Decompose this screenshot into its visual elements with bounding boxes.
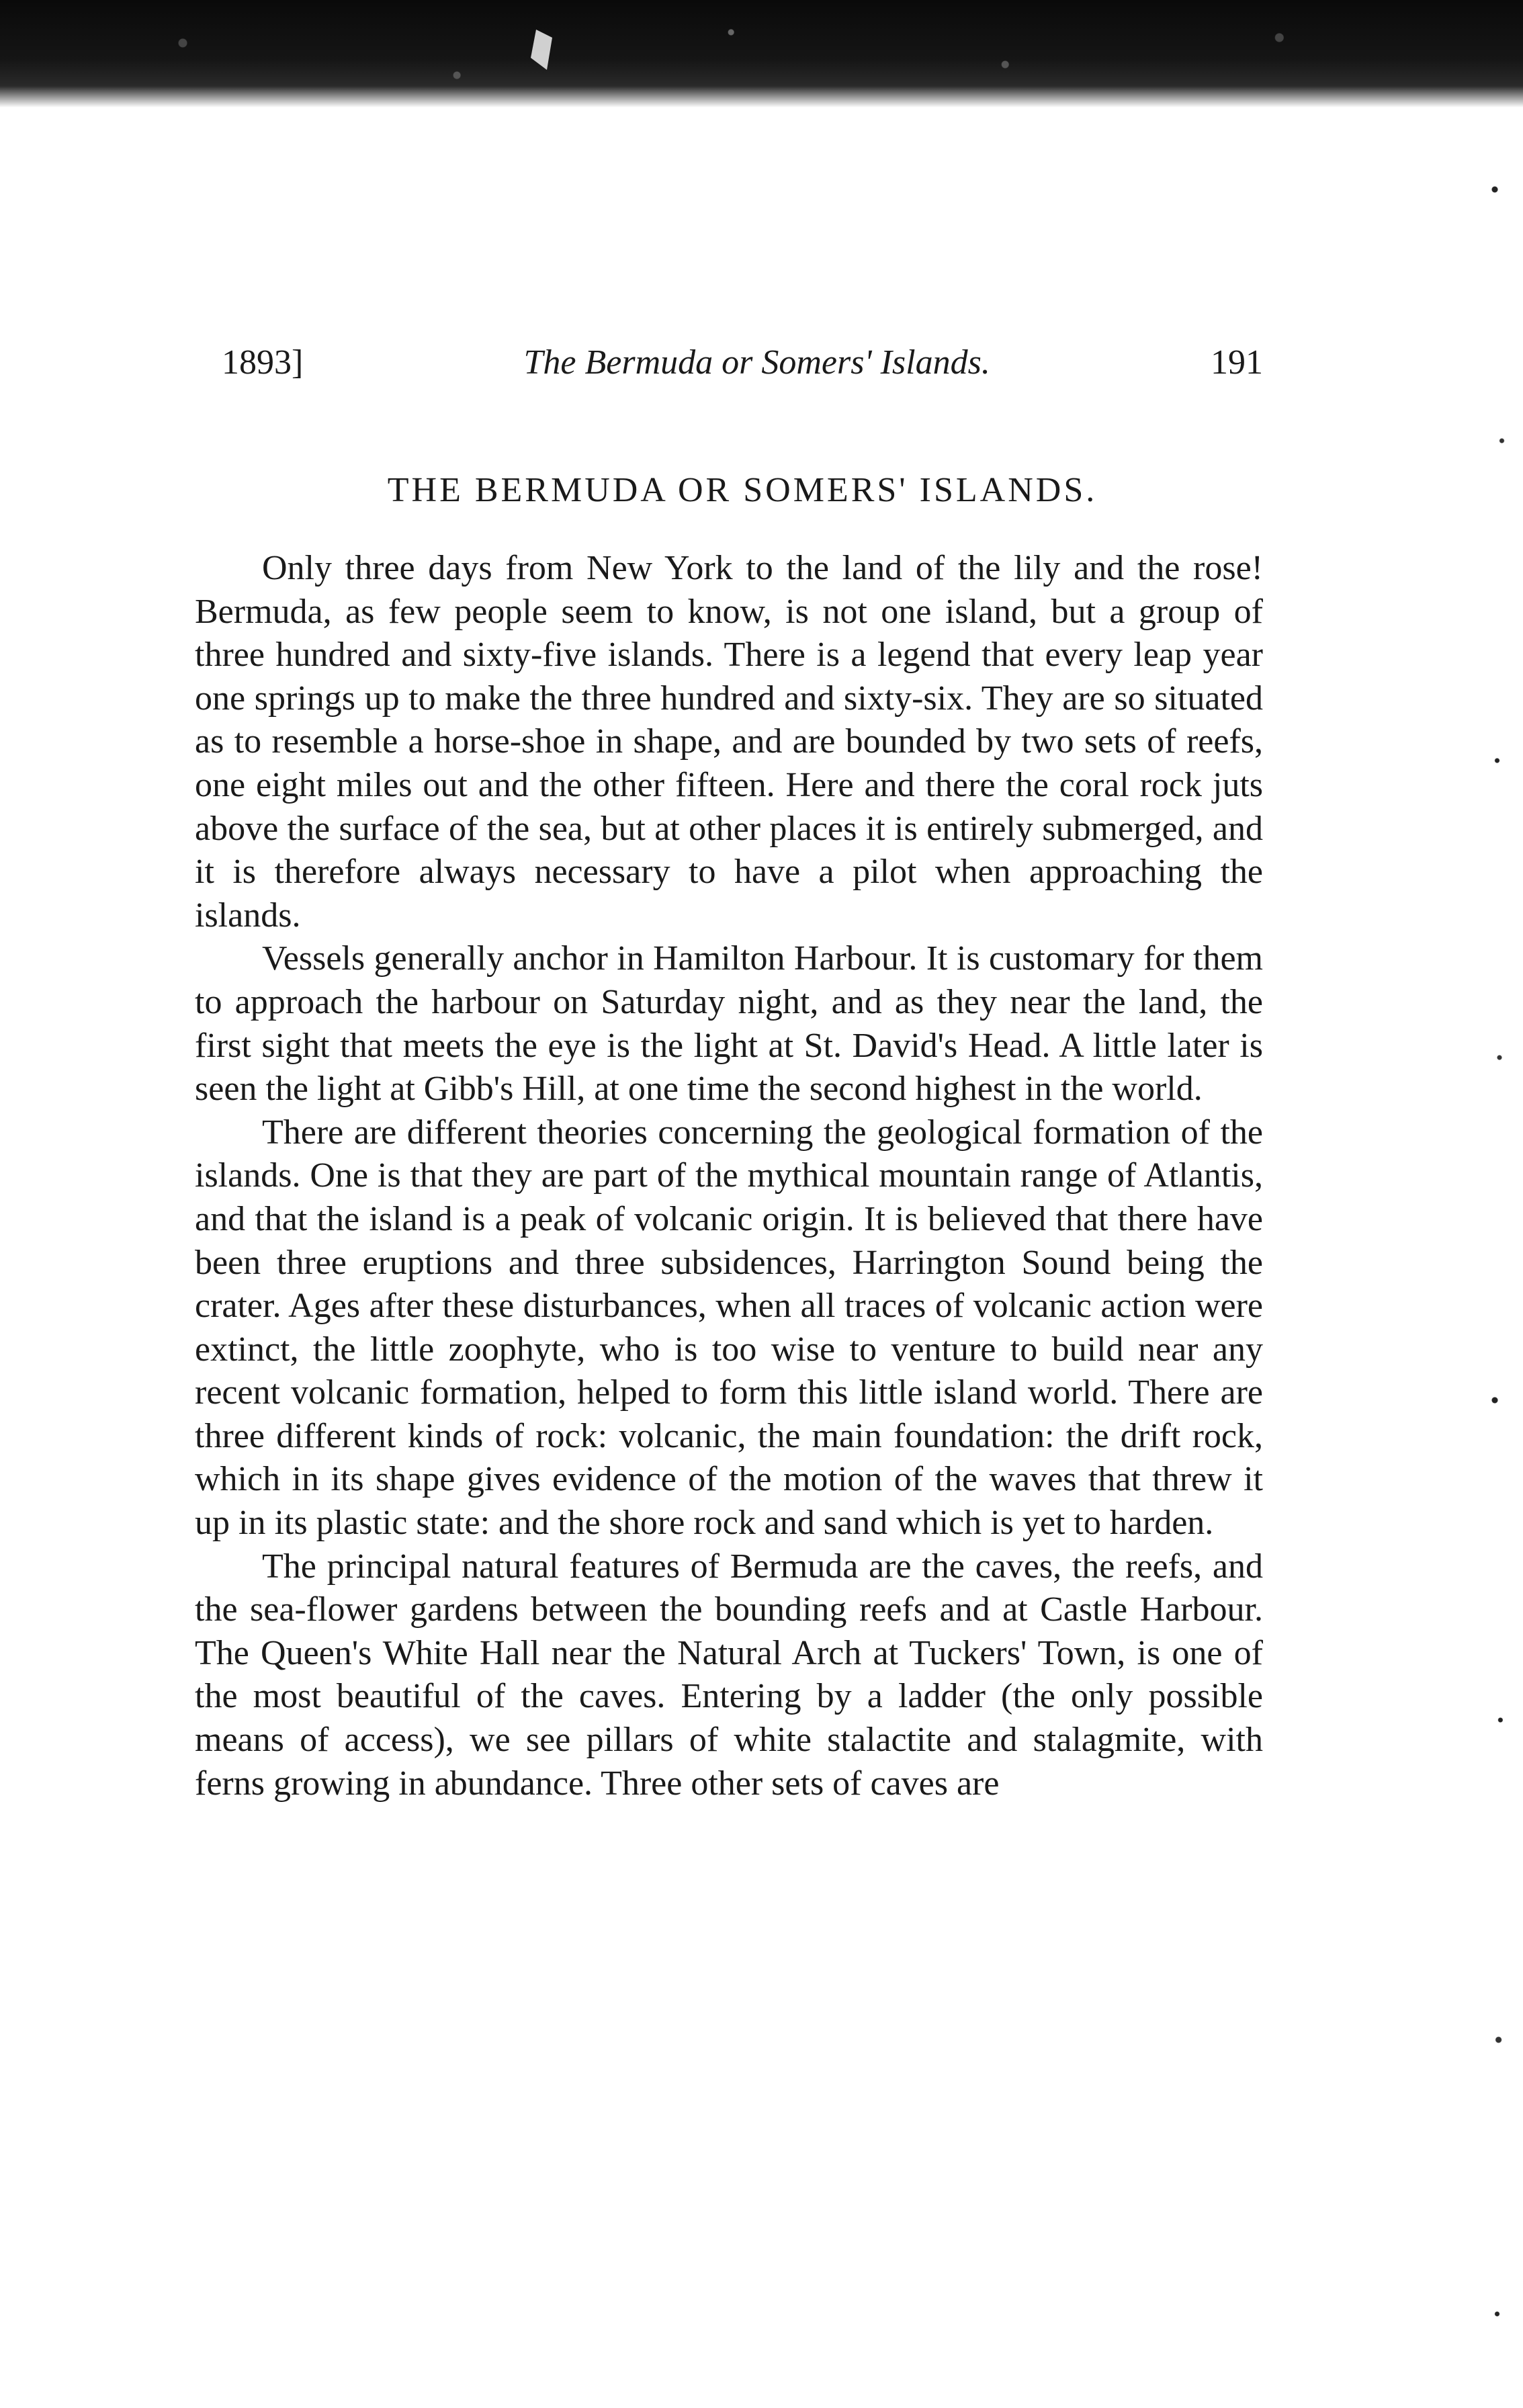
page-number: 191 — [1210, 343, 1263, 382]
paragraph: The principal natural features of Bermuda are the caves, the reefs, and the sea-flower gardens between the bounding reefs and at Castle Harbour. The Queen's White Hall near the Natural Arch at Tuckers' Town, is one of the most beautiful of the caves. Entering by a ladder (the only possible means of access), we see pillars of white stalactite and stalagmite, with ferns growing in abundance. Three other sets of caves are — [195, 1547, 1263, 1803]
paragraph: Only three days from New York to the land of the lily and the rose! Bermuda, as few people seem to know, is not one island, but a group of three hundred and sixty-five islands. There is a legend that every leap year one springs up to make the three hundred and sixty-six. They are so situated as to resemble a horse-shoe in shape, and are bounded by two sets of reefs, one eight miles out and the other fifteen. Here and there the coral rock juts above the surface of the sea, but at other places it is entirely submerged, and it is therefore always necessary to have a pilot when approaching the islands. — [195, 549, 1263, 935]
paragraph: There are different theories concerning the geological formation of the islands. One is that they are part of the mythical mountain range of Atlantis, and that the island is a peak of volcanic origin. It is believed that there have been three eruptions and three subsidences, Harrington Sound being the crater. Ages after these disturbances, when all traces of volcanic action were extinct, the little zoophyte, who is too wise to venture to build near any recent volcanic formation, helped to form this little island world. There are three different kinds of rock: volcanic, the main foundation: the drift rock, which in its shape gives evidence of the motion of the waves that threw it up in its plastic state: and the shore rock and sand which is yet to harden. — [195, 1113, 1263, 1543]
article-heading: THE BERMUDA OR SOMERS' ISLANDS. — [387, 471, 1098, 509]
scan-border-top — [0, 0, 1523, 108]
running-head-year: 1893] — [222, 343, 304, 382]
scan-edge-specks — [1476, 121, 1523, 2405]
paragraph: Vessels generally anchor in Hamilton Harbour. It is customary for them to approach the harbour on Saturday night, and as they near the land, the first sight that meets the eye is the light at St. David's Head. A little later is seen the light at Gibb's Hill, at one time the second highest in the world. — [195, 939, 1263, 1109]
book-page — [195, 343, 1263, 1805]
article-body — [195, 547, 1263, 1805]
running-head-title: The Bermuda or Somers' Islands. — [523, 343, 990, 382]
running-head — [222, 343, 1263, 396]
